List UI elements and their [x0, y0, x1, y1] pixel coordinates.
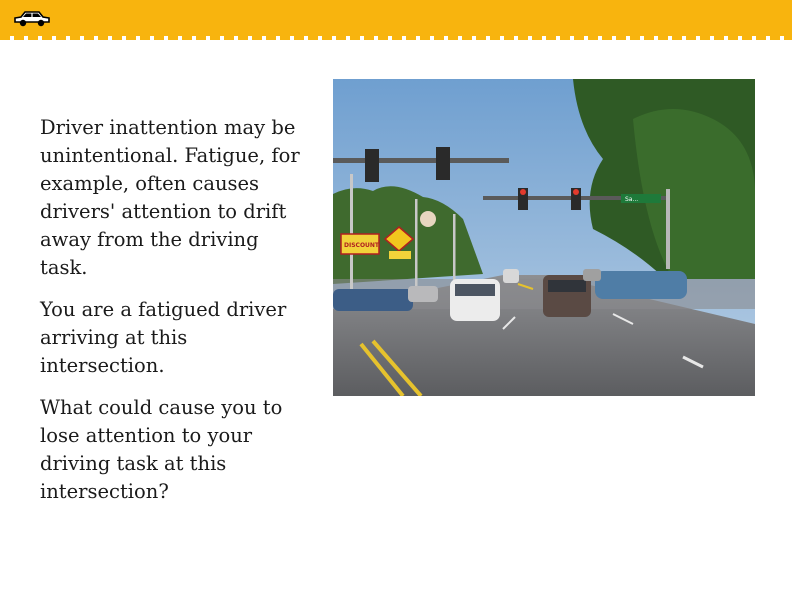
paragraph-scenario: You are a fatigued driver arriving at this intersection. [40, 298, 287, 377]
paragraph-intro: Driver inattention may be unintentional. Fatigue, for example, often causes drivers' attention to drift away from the driving task. [40, 116, 300, 279]
body-text [40, 114, 305, 520]
intersection-photo [333, 79, 755, 396]
street-sign-text: Sa... [625, 196, 639, 203]
car-icon [12, 8, 52, 28]
discount-sign-text: DISCOUNT [344, 242, 380, 249]
paragraph-question: What could cause you to lose attention to your driving task at this intersection? [40, 396, 283, 503]
top-banner-edge [0, 36, 792, 40]
top-banner [0, 0, 792, 36]
